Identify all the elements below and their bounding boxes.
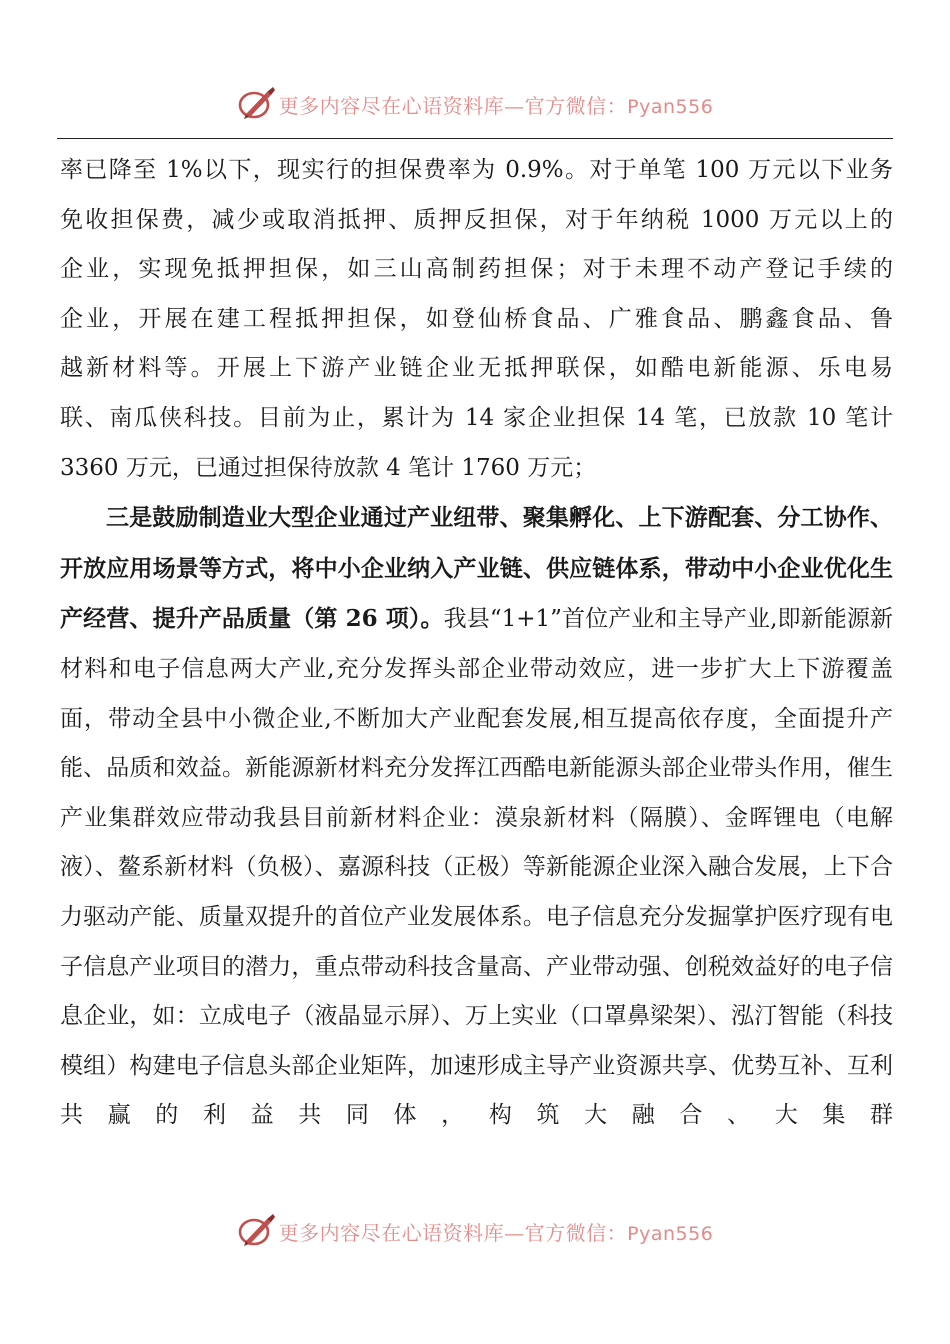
text-line: 越新材料等。开展上下游产业链企业无抵押联保，如酷电新能源、乐电易 [60,355,893,382]
document-body [60,146,893,1200]
text-line: 3360 万元，已通过担保待放款 4 笔计 1760 万元； [60,454,597,481]
footer-banner-text: 更多内容尽在心语资料库—官方微信：Pyan556 [278,1220,714,1245]
paragraph-content: 我县“1+1”首位产业和主导产业,即新能源新材料和电子信息两大产业,充分发挥头部企业带动效应，进一步扩大上下游覆盖面，带动全县中小微企业,不断加大产业配套发展,相互提高依存度，全面提升产能、品质和效益。新能源新材料充分发挥江西酷电新能源头部企业带头作用，催生产业集群效应带动我县目前新材料企业：漠泉新材料（隔膜）、金晖锂电（电解液）、鳌系新材料（负极）、嘉源科技（正极）等新能源企业深入融合发展，上下合力驱动产能、质量双提升的首位产业发展体系。电子信息充分发掘掌护医疗现有电子信息产业项目的潜力，重点带动科技含量高、产业带动强、创税效益好的电子信息企业，如：立成电子（液晶显示屏）、万上实业（口罩鼻梁架）、泓汀智能（科技模组）构建电子信息头部企业矩阵，加速形成主导产业资源共享、优势互补、互利共赢的利益共同体，构筑大融合、大集群 [60,606,893,1129]
text-line: 企业，开展在建工程抵押担保，如登仙桥食品、广雅食品、鹏鑫食品、鲁 [60,305,893,332]
paragraph-industry-chain [60,493,893,1141]
header-divider [57,138,893,139]
text-line: 企业，实现免抵押担保，如三山高制药担保；对于未理不动产登记手续的 [60,256,893,283]
paragraph-guarantee [60,146,893,493]
text-line: 免收担保费，减少或取消抵押、质押反担保，对于年纳税 1000 万元以上的 [60,206,893,233]
pen-logo-icon [237,86,277,122]
text-line: 率已降至 1%以下，现实行的担保费率为 0.9%。对于单笔 100 万元以下业务 [60,157,893,183]
header-banner [0,84,950,124]
header-banner-text: 更多内容尽在心语资料库—官方微信：Pyan556 [278,93,714,118]
paragraph-heading: 三是鼓励制造业大型企业通过产业纽带、聚集孵化、上下游配套、分工协作、开放应用场景等方式，将中小企业纳入产业链、供应链体系，带动中小企业优化生产经营、提升产品质量（第 26 项）。 [60,504,893,633]
footer-banner [0,1211,950,1251]
pen-logo-icon [237,1213,277,1249]
text-line: 联、南瓜侠科技。目前为止，累计为 14 家企业担保 14 笔，已放款 10 笔计 [60,404,893,431]
